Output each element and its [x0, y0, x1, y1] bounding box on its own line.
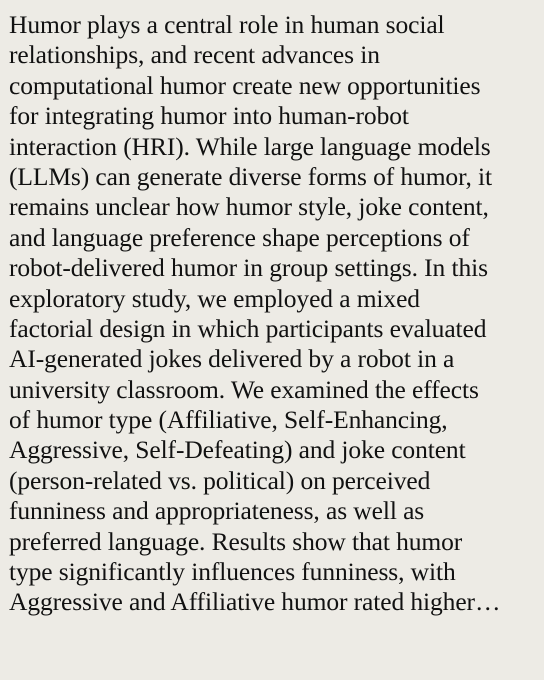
text-line: and language preference shape perceptions of	[9, 222, 470, 252]
text-line: relationships, and recent advances in	[9, 40, 380, 70]
text-line: Humor plays a central role in human social	[9, 10, 445, 39]
text-line: factorial design in which participants evaluated	[9, 313, 487, 343]
text-line: type significantly influences funniness, with	[9, 557, 456, 587]
text-line: interaction (HRI). While large language models	[9, 131, 491, 161]
text-line: (LLMs) can generate diverse forms of humor, it	[9, 161, 492, 191]
abstract-text	[9, 10, 535, 618]
text-line: Aggressive, Self-Defeating) and joke content	[9, 435, 466, 465]
text-line: preferred language. Results show that humor	[9, 526, 463, 556]
text-line: funniness and appropriateness, as well as	[9, 496, 425, 526]
text-line: exploratory study, we employed a mixed	[9, 283, 420, 313]
text-line: AI-generated jokes delivered by a robot in a	[9, 344, 455, 374]
text-line: (person-related vs. political) on perceived	[9, 465, 431, 495]
text-line: robot-delivered humor in group settings. In this	[9, 253, 488, 283]
text-line: university classroom. We examined the effects	[9, 374, 479, 404]
text-line: Aggressive and Affiliative humor rated higher…	[9, 587, 501, 617]
text-line: for integrating humor into human-robot	[9, 101, 409, 131]
text-line: remains unclear how humor style, joke content,	[9, 192, 489, 222]
text-line: of humor type (Affiliative, Self-Enhancing,	[9, 405, 448, 435]
text-line: computational humor create new opportunities	[9, 70, 481, 100]
